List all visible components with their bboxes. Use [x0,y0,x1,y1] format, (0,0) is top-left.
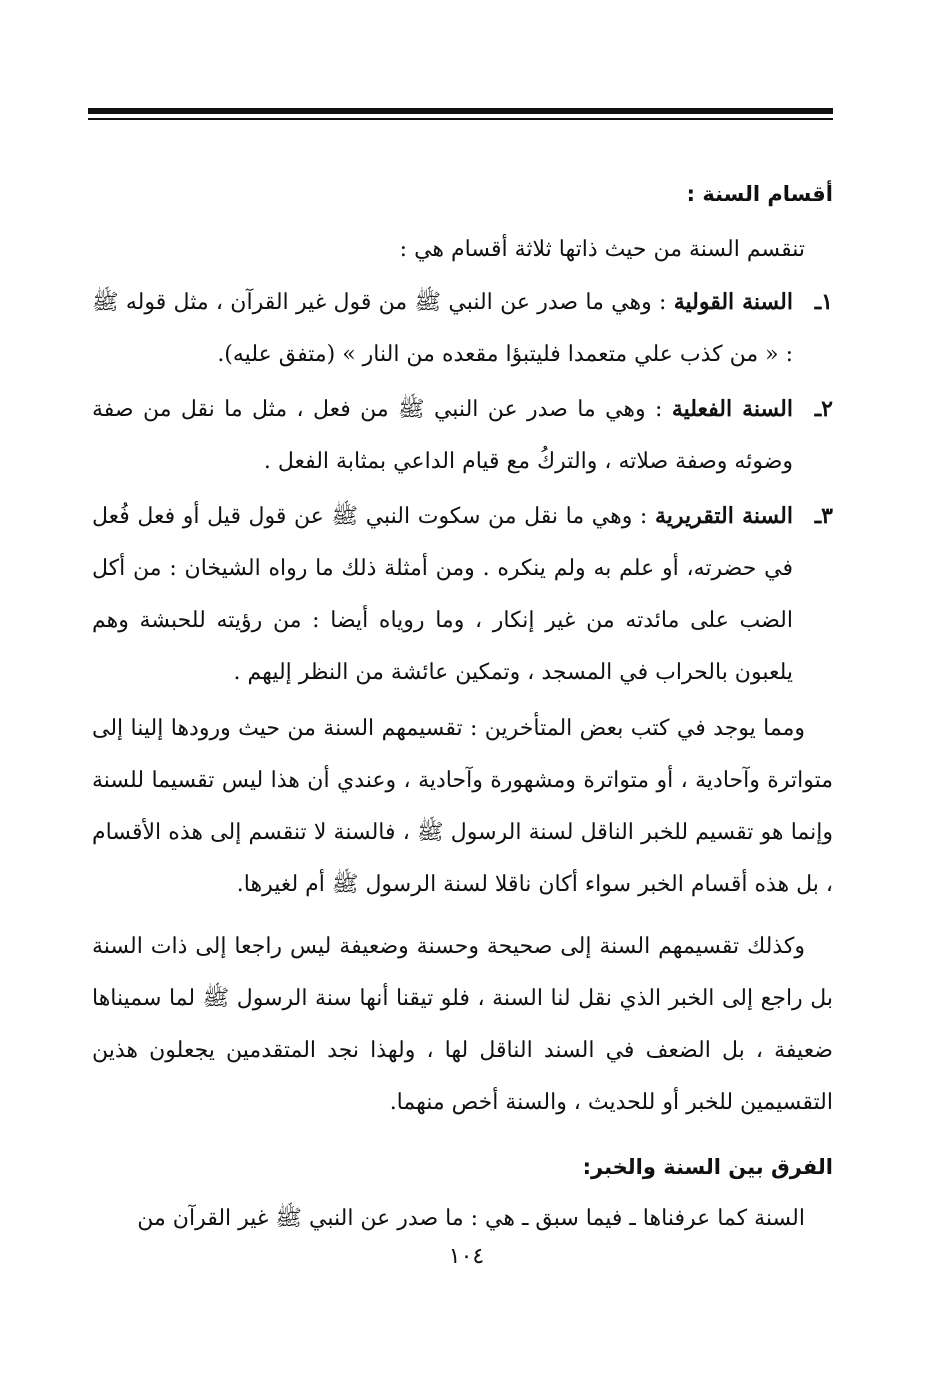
list-item-label: السنة الفعلية [671,396,793,422]
body-paragraph-definition: السنة كما عرفناها ـ فيما سبق ـ هي : ما صدر عن النبي ﷺ غير القرآن من [137,1206,805,1231]
header-rule-thick [88,108,833,114]
section-heading-sunnah-types: أقسام السنة : [686,182,833,206]
list-item-label: السنة التقريرية [654,503,794,529]
header-rule-thin [88,118,833,120]
body-paragraph-authenticity: وكذلك تقسيمهم السنة إلى صحيحة وحسنة وضعيفة ليس راجعا إلى ذات السنة بل راجع إلى الخبر الذي نقل لنا السنة ، فلو تيقنا أنها سنة الرسول ﷺ لما سميناها ضعيفة ، بل الضعف في السند الناقل لها ، ولهذا نجد المتقدمين يجعلون هذين التقسيمين للخبر أو للحديث ، والسنة أخص منهما. [92,934,833,1115]
list-item-text: : وهي ما نقل من سكوت النبي ﷺ عن قول قيل أو فعل فُعل في حضرته، أو علم به ولم ينكره . ومن أمثلة ذلك ما رواه الشيخان : من أكل الضب على مائدته من غير إنكار ، وما روياه أيضا : من رؤيته للحبشة وهم يلعبون بالحراب في المسجد ، وتمكين عائشة من النظر إليهم . [92,504,793,685]
list-item-body [92,490,793,699]
list-number: ٢ـ [814,396,833,422]
list-item-body [92,276,793,381]
page-content [92,168,833,1245]
list-item-body [92,383,793,488]
list-item-text: : وهي ما صدر عن النبي ﷺ من فعل ، مثل ما نقل من صفة وضوئه وصفة صلاته ، والتركُ مع قيام الداعي بمثابة الفعل . [92,397,793,474]
section-heading-sunnah-vs-khabar: الفرق بين السنة والخبر: [582,1155,833,1179]
page-number: ١٠٤ [448,1244,485,1269]
list-item-actional [92,383,833,488]
list-item-approval [92,490,833,699]
list-item-verbal [92,276,833,381]
list-item-text: : وهي ما صدر عن النبي ﷺ من قول غير القرآن ، مثل قوله ﷺ : « من كذب علي متعمدا فليتبؤا مقعده من النار » (متفق عليه). [92,290,793,367]
list-item-label: السنة القولية [673,289,793,315]
list-number: ١ـ [814,289,833,315]
list-number: ٣ـ [814,503,833,529]
intro-paragraph: تنقسم السنة من حيث ذاتها ثلاثة أقسام هي : [399,237,805,262]
body-paragraph-classification: ومما يوجد في كتب بعض المتأخرين : تقسيمهم السنة من حيث ورودها إلينا إلى متواترة وآحادية ، أو متواترة ومشهورة وآحادية ، وعندي أن هذا ليس تقسيما للسنة وإنما هو تقسيم للخبر الناقل لسنة الرسول ﷺ ، فالسنة لا تنقسم إلى هذه الأقسام ، بل هذه أقسام الخبر سواء أكان ناقلا لسنة الرسول ﷺ أم لغيرها. [92,716,833,897]
